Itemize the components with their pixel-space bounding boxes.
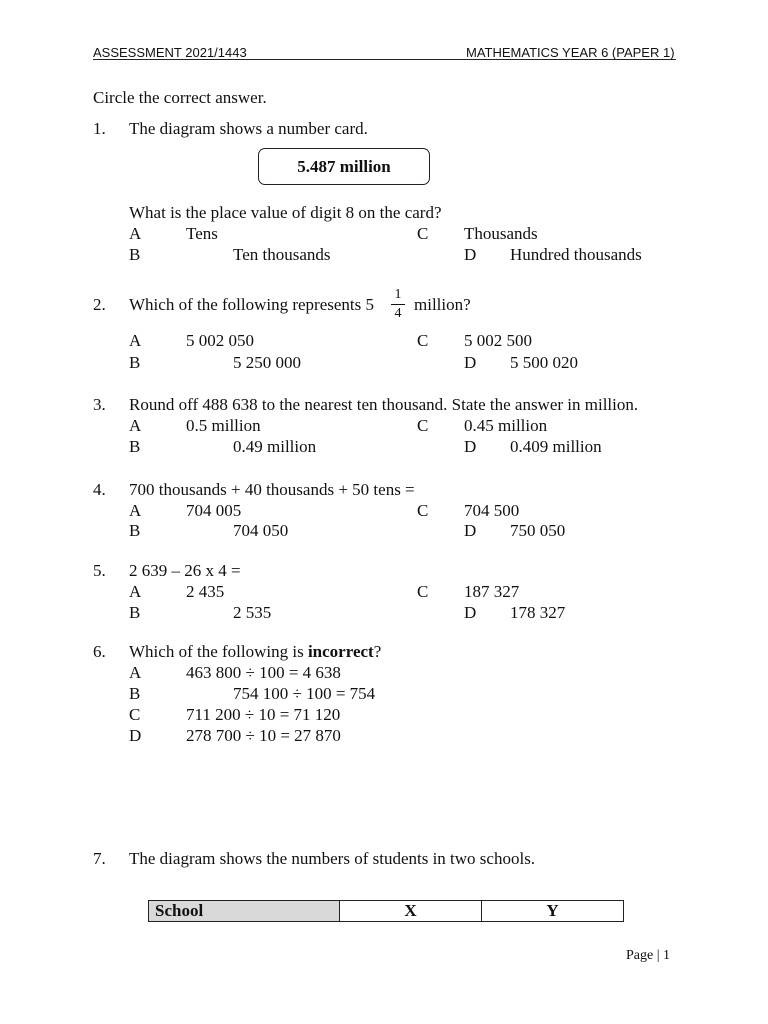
q4-option-d-letter[interactable]: D [464,521,477,540]
q3-option-c-text[interactable]: 0.45 million [464,416,548,435]
q4-text: 700 thousands + 40 thousands + 50 tens = [129,480,415,499]
q2-option-a-letter[interactable]: A [129,331,142,350]
page-number: Page | 1 [626,948,671,963]
q2-option-c-text[interactable]: 5 002 500 [464,331,532,350]
q6-option-a-letter[interactable]: A [129,663,142,682]
schools-table [148,900,624,922]
table-header-school: School [149,901,340,922]
q7-number: 7. [93,849,106,868]
q2-option-b-text[interactable]: 5 250 000 [233,353,301,372]
q5-option-c-text[interactable]: 187 327 [464,582,520,601]
q4-option-a-letter[interactable]: A [129,501,142,520]
header-right: MATHEMATICS YEAR 6 (PAPER 1) [466,45,675,60]
q5-text: 2 639 – 26 x 4 = [129,561,241,580]
q5-option-d-letter[interactable]: D [464,603,477,622]
q5-option-b-text[interactable]: 2 535 [233,603,272,622]
q3-option-d-letter[interactable]: D [464,437,477,456]
table-header-x: X [340,901,482,922]
q4-option-b-text[interactable]: 704 050 [233,521,289,540]
number-card [258,148,430,185]
q4-option-d-text[interactable]: 750 050 [510,521,566,540]
q4-option-b-letter[interactable]: B [129,521,141,540]
q6-number: 6. [93,642,106,661]
q1-option-c-letter[interactable]: C [417,224,429,243]
q6-option-a-text[interactable]: 463 800 ÷ 100 = 4 638 [186,663,341,682]
q5-option-a-letter[interactable]: A [129,582,142,601]
header-rule [93,59,676,60]
q6-text [129,642,381,662]
q3-number: 3. [93,395,106,414]
q3-option-b-text[interactable]: 0.49 million [233,437,317,456]
q6-option-c-letter[interactable]: C [129,705,141,724]
q6-option-b-letter[interactable]: B [129,684,141,703]
q6-option-d-letter[interactable]: D [129,726,142,745]
q6-text-bold: incorrect [307,642,374,661]
q1-number: 1. [93,119,106,138]
q6-option-b-text[interactable]: 754 100 ÷ 100 = 754 [233,684,376,703]
instruction: Circle the correct answer. [93,88,267,107]
q6-option-c-text[interactable]: 711 200 ÷ 10 = 71 120 [186,705,341,724]
q5-option-a-text[interactable]: 2 435 [186,582,225,601]
q2-option-b-letter[interactable]: B [129,353,141,372]
q2-option-a-text[interactable]: 5 002 050 [186,331,254,350]
q2-option-d-letter[interactable]: D [464,353,477,372]
q2-fraction-denominator: 4 [394,306,402,321]
q4-option-c-letter[interactable]: C [417,501,429,520]
q2-number: 2. [93,295,106,314]
q1-text: The diagram shows a number card. [129,119,368,138]
table-row [149,901,624,922]
q2-fraction-bar [391,304,405,305]
q1-option-b-letter[interactable]: B [129,245,141,264]
table-header-y: Y [482,901,624,922]
q3-option-c-letter[interactable]: C [417,416,429,435]
q2-fraction-numerator: 1 [394,287,402,302]
q2-option-c-letter[interactable]: C [417,331,429,350]
q1-option-c-text[interactable]: Thousands [464,224,538,243]
q3-option-a-letter[interactable]: A [129,416,142,435]
q3-text: Round off 488 638 to the nearest ten thousand. State the answer in million. [129,395,639,414]
q3-option-b-letter[interactable]: B [129,437,141,456]
q7-text: The diagram shows the numbers of students in two schools. [129,849,536,868]
q2-option-d-text[interactable]: 5 500 020 [510,353,578,372]
q5-option-b-letter[interactable]: B [129,603,141,622]
q5-number: 5. [93,561,106,580]
q5-option-c-letter[interactable]: C [417,582,429,601]
q4-option-a-text[interactable]: 704 005 [186,501,242,520]
q1-option-d-text[interactable]: Hundred thousands [510,245,642,264]
q4-option-c-text[interactable]: 704 500 [464,501,520,520]
q6-text-before: Which of the following is [129,642,308,661]
q3-option-a-text[interactable]: 0.5 million [186,416,261,435]
q5-option-d-text[interactable]: 178 327 [510,603,566,622]
q3-option-d-text[interactable]: 0.409 million [510,437,602,456]
q2-fraction [391,287,405,322]
q2-text-after: million? [414,295,471,314]
header-left: ASSESSMENT 2021/1443 [93,45,247,60]
q1-option-b-text[interactable]: Ten thousands [233,245,331,264]
q6-option-d-text[interactable]: 278 700 ÷ 10 = 27 870 [186,726,341,745]
q1-question: What is the place value of digit 8 on the card? [129,203,442,222]
q1-option-d-letter[interactable]: D [464,245,477,264]
q2-text: Which of the following represents 5 [129,295,375,314]
q6-text-after: ? [373,642,382,661]
number-card-value: 5.487 million [297,156,391,176]
q4-number: 4. [93,480,106,499]
q1-option-a-text[interactable]: Tens [186,224,218,243]
q1-option-a-letter[interactable]: A [129,224,142,243]
